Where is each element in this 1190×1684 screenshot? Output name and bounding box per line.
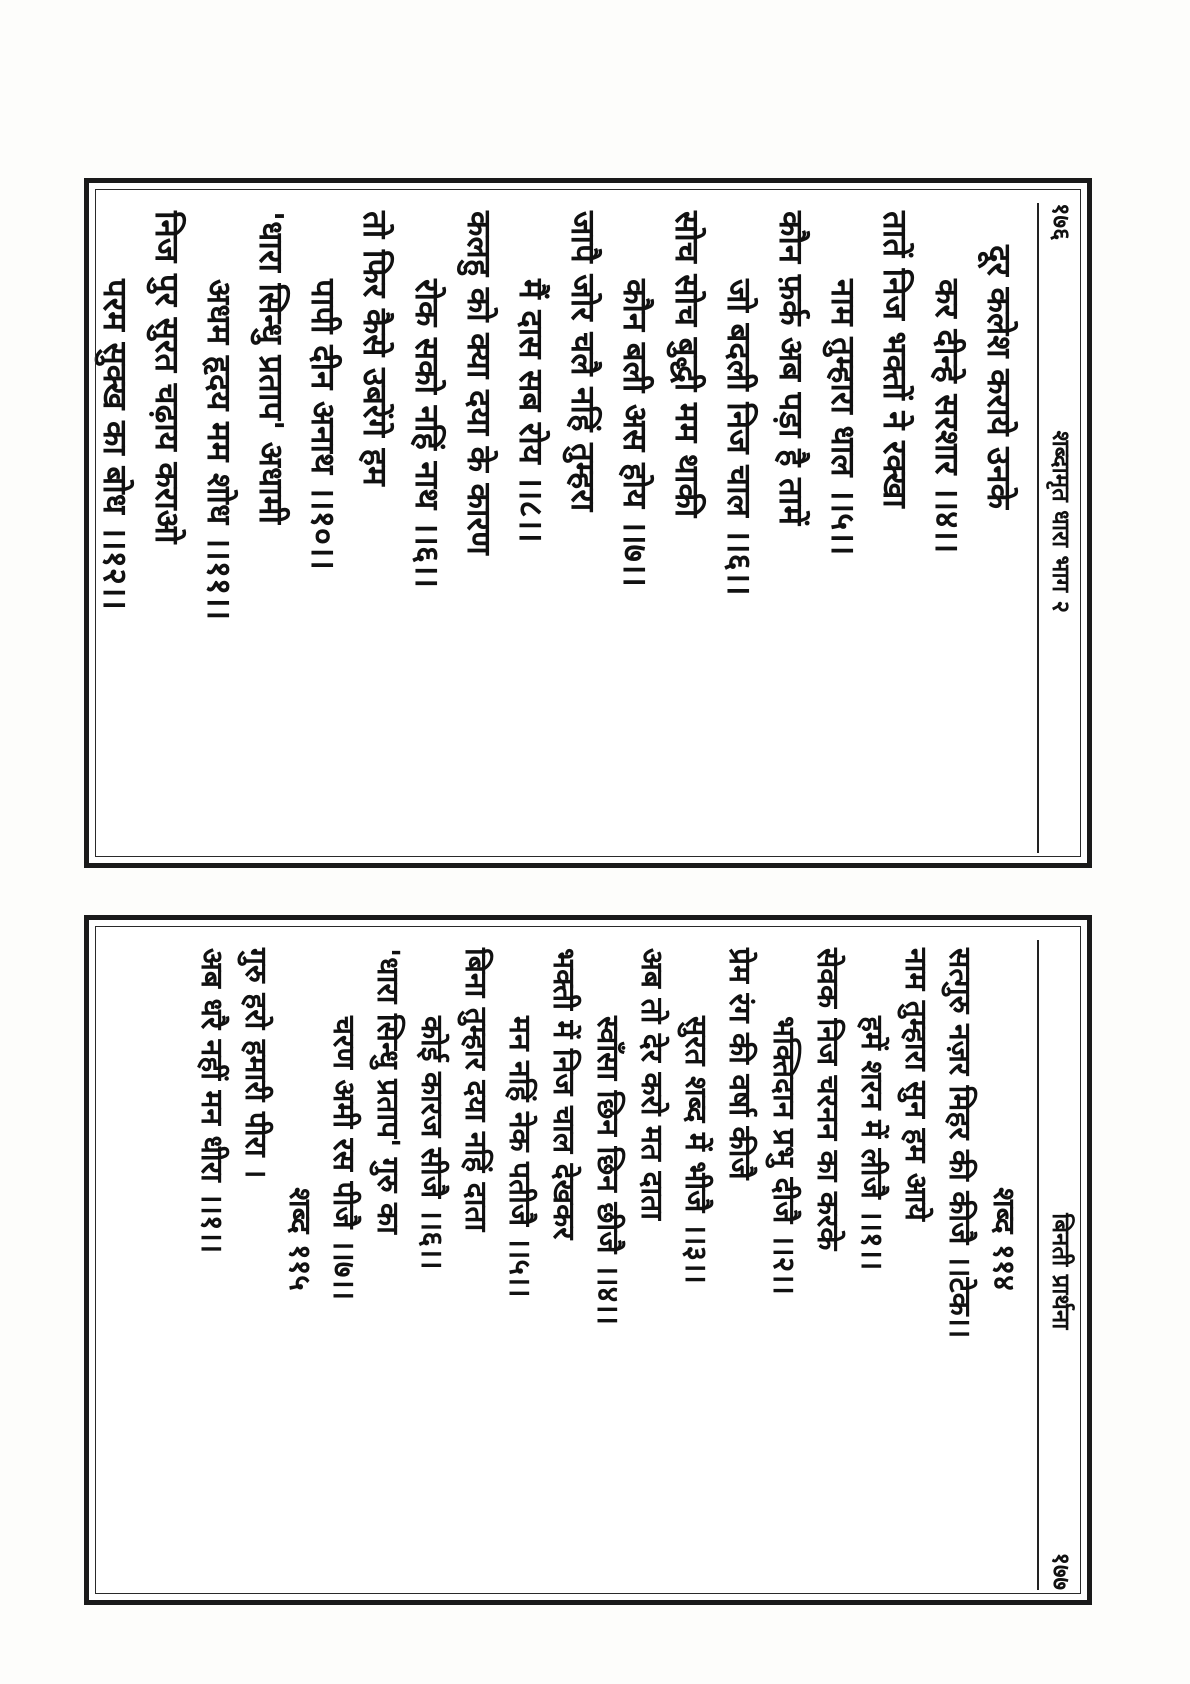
verse-line: 'धारा सिन्धु प्रताप' अधामी: [252, 211, 291, 525]
verse-line: कौन बली अस होय ।।७।।: [616, 279, 655, 587]
verse-line: जो बदली निज चाल ।।६।।: [720, 279, 759, 596]
verse-line: कौन फ़र्क अब पड़ा है तामें: [772, 211, 811, 526]
running-title: शब्दामृत धारा भाग २: [1047, 430, 1076, 613]
verse-line: अधम हृदय मम शोध ।।११।।: [200, 279, 239, 621]
verse-line: नाम तुम्हारा धाल ।।५।।: [824, 279, 863, 556]
verse-line: पापी दीन अनाथ ।।१०।।: [304, 279, 343, 570]
verse-line: भक्ती में निज चाल देखकर: [546, 948, 581, 1240]
verse-line: अब धरै नहीं मन धीरा ।।१।।: [194, 948, 229, 1254]
verse-block: [109, 948, 1025, 1590]
shabd-heading: शब्द ११४: [986, 1187, 1021, 1291]
verse-block: [96, 211, 1025, 853]
verse-line: हमें शरन में लीजै ।।१।।: [854, 1016, 889, 1271]
page-number: १७७: [1047, 1552, 1076, 1590]
verse-line: कोई कारज सीजै ।।६।।: [414, 1016, 449, 1270]
page-177-content: [89, 920, 1097, 1610]
page-number: १७६: [1047, 203, 1076, 241]
verse-line: गुरु हरो हमारी पीरा ।: [238, 948, 273, 1179]
page-176-content: [89, 183, 1097, 873]
verse-line: स्वाँसा छिन छिन छीजै ।।४।।: [590, 1016, 625, 1325]
verse-line: चरण अमी रस पीजै ।।७।।: [326, 1016, 361, 1301]
verse-line: निज पुर सुरत चढ़ाय कराओ: [148, 211, 187, 544]
verse-line: अब तो देर करो मत दाता: [634, 948, 669, 1221]
verse-line: जापै जोर चलै नहिं तुम्हरा: [564, 211, 603, 512]
verse-line: सोच सोच बुद्धी मम थाकी: [668, 211, 707, 518]
verse-line: तातें निज भक्तों ने रक्खा: [876, 211, 915, 508]
verse-line: बिना तुम्हार दया नहिं दाता: [458, 948, 493, 1232]
verse-line: सुरत शब्द में भीजै ।।३।।: [678, 1016, 713, 1284]
verse-line: मैं दास सब रोय ।।८।।: [512, 279, 551, 543]
verse-line: मन नहिं नेक पतीजै ।।५।।: [502, 1016, 537, 1298]
verse-line: भक्तिदान प्रभु दीजै ।।२।।: [766, 1016, 801, 1295]
verse-line: सत्गुरु नज़र मिहर की कीजै ।।टेक।।: [942, 948, 977, 1339]
page-176: [84, 178, 1092, 868]
verse-line: कलहु को क्या दया के कारण: [460, 211, 499, 555]
shabd-heading: शब्द ११५: [282, 1187, 317, 1291]
verse-line: तो फिर कैसे उबरेंगे हम: [356, 211, 395, 486]
page-header: [1037, 940, 1085, 1590]
verse-line: रोक सको नहिं नाथ ।।६।।: [408, 279, 447, 589]
verse-line: सेवक निज चरनन का करके: [810, 948, 845, 1251]
page-177: [84, 915, 1092, 1605]
verse-line: प्रेम रंग की वर्षा कीजै: [722, 948, 757, 1180]
verse-line: कर दीन्हे सरशार ।।४।।: [928, 279, 967, 554]
page-header: [1037, 203, 1085, 853]
verse-line: दूर कलेश कराये उनके: [980, 245, 1019, 509]
verse-line: 'धारा सिन्धु प्रताप' गुरु का: [370, 948, 405, 1234]
verse-line: परम सुक्ख का बोध ।।१२।।: [96, 279, 135, 610]
verse-line: नाम तुम्हारा सुन हम आये: [898, 948, 933, 1221]
running-title: बिनती प्रार्थना: [1047, 1213, 1076, 1330]
